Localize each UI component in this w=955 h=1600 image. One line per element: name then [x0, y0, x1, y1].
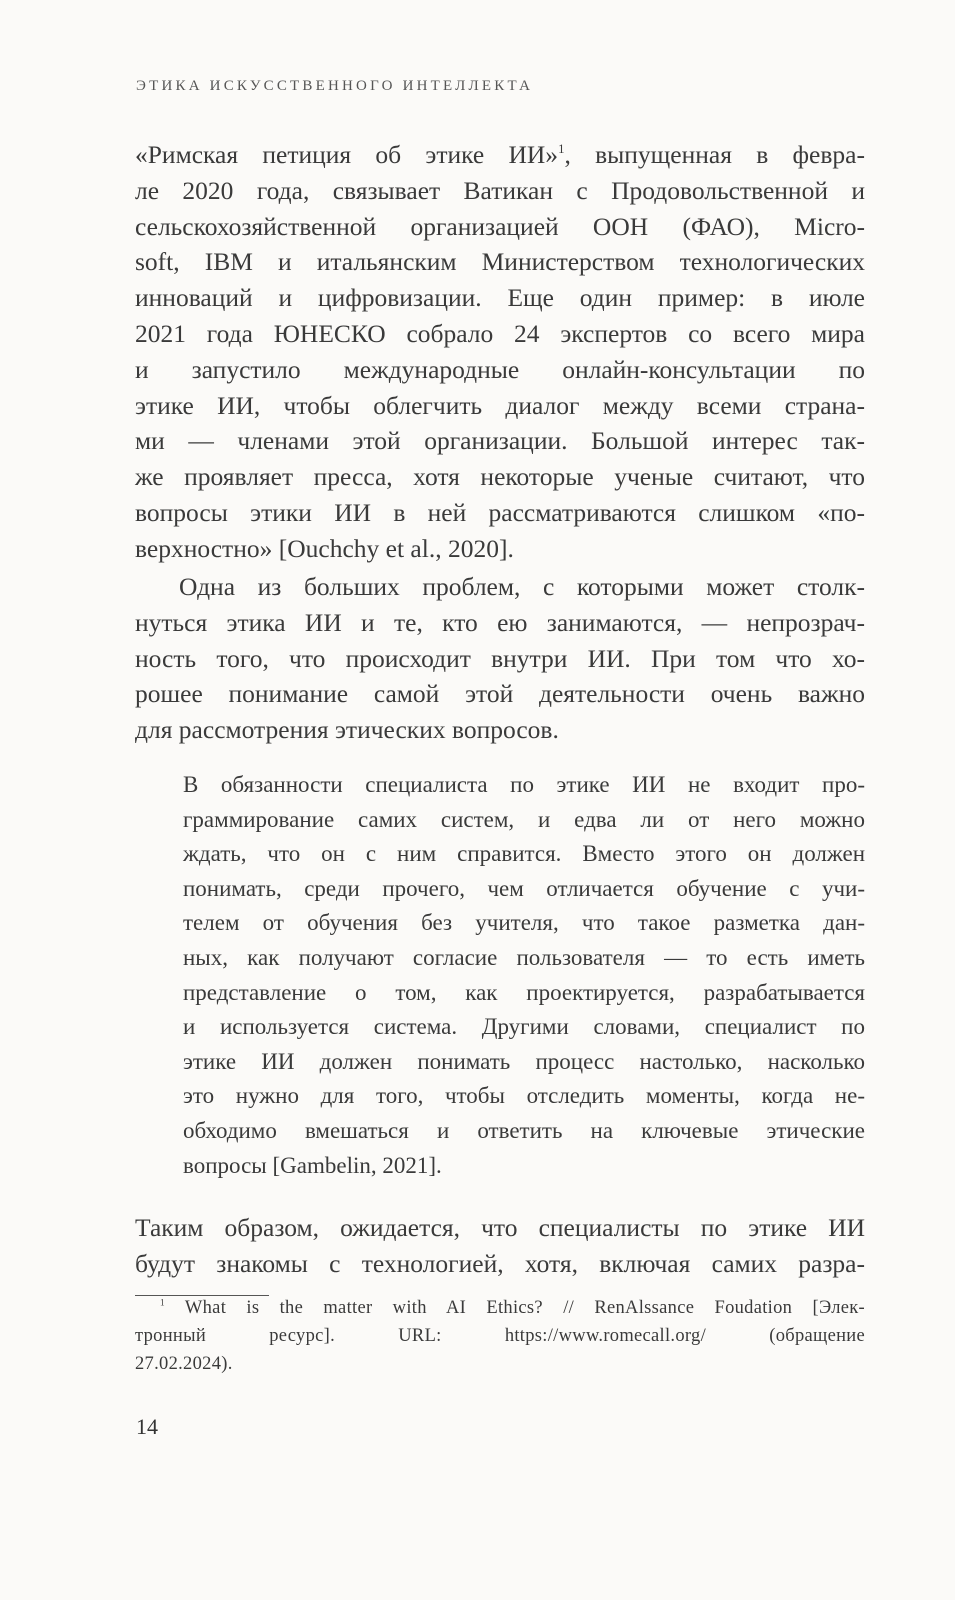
paragraph-2: [135, 569, 865, 748]
text-line: В обязанности специалиста по этике ИИ не входит про-: [183, 772, 865, 797]
footnote: [135, 1294, 866, 1378]
text-line: ность того, что происходит внутри ИИ. При том что хо-: [135, 643, 865, 673]
text-line: и используется система. Другими словами, специалист по: [183, 1014, 865, 1040]
text-line: $^1$ What is the matter with AI Ethics? // RenAlssance Foudation [Элек-: [160, 1298, 866, 1318]
text-line: Одна из больших проблем, с которыми может столк-: [179, 572, 865, 601]
page-number: 14: [136, 1414, 158, 1439]
text-line: soft, IBM и итальянским Министерством технологических: [135, 247, 865, 277]
paragraph-1: [135, 137, 865, 567]
text-line: сельскохозяйственной организацией ООН (ФАО), Micro-: [135, 211, 865, 241]
paragraph-3: [135, 1210, 865, 1282]
text-line: «Римская петиция об этике ИИ»$^1$, выпущенная в февра-: [135, 140, 865, 169]
block-quote: [183, 768, 865, 1183]
running-header: ЭТИКА ИСКУССТВЕННОГО ИНТЕЛЛЕКТА: [136, 78, 534, 94]
footnote-ref: 1: [558, 141, 565, 156]
text-line: ждать, что он с ним справится. Вместо этого он должен: [183, 841, 865, 867]
text-line: этике ИИ должен понимать процесс настолько, насколько: [183, 1048, 865, 1074]
text-line: вопросы этики ИИ в ней рассматриваются слишком «по-: [135, 497, 865, 527]
text-line: телем от обучения без учителя, что такое разметка дан-: [183, 910, 865, 936]
text-line: представление о том, как проектируется, разрабатывается: [183, 979, 865, 1005]
text-line: будут знакомы с технологией, хотя, включая самих разра-: [135, 1248, 865, 1278]
footnote-marker: 1: [160, 1298, 165, 1309]
text-line: тронный ресурс]. URL: https://www.romecall.org/ (обращение: [135, 1326, 865, 1346]
text-line: ми — членами этой организации. Большой интерес так-: [135, 426, 865, 456]
text-line: для рассмотрения этических вопросов.: [135, 715, 559, 745]
text-line: этике ИИ, чтобы облегчить диалог между всеми страна-: [135, 390, 865, 420]
text-line: рошее понимание самой этой деятельности очень важно: [135, 679, 865, 709]
text-line: ных, как получают согласие пользователя — то есть иметь: [183, 944, 865, 970]
text-line: и запустило международные онлайн-консультации по: [135, 354, 865, 384]
text-line: вопросы [Gambelin, 2021].: [183, 1152, 442, 1178]
text-line: 27.02.2024).: [135, 1354, 233, 1374]
text-line: инноваций и цифровизации. Еще один пример: в июле: [135, 283, 865, 313]
text-line: же проявляет пресса, хотя некоторые ученые считают, что: [135, 462, 865, 492]
text-line: граммирование самих систем, и едва ли от него можно: [183, 806, 865, 832]
text-line: Таким образом, ожидается, что специалисты по этике ИИ: [135, 1213, 865, 1242]
text-line: 2021 года ЮНЕСКО собрало 24 экспертов со всего мира: [135, 318, 865, 348]
text-line: это нужно для того, чтобы отследить моменты, когда не-: [183, 1083, 865, 1109]
text-line: понимать, среди прочего, чем отличается обучение с учи-: [183, 875, 865, 901]
text-line: ле 2020 года, связывает Ватикан с Продовольственной и: [135, 175, 865, 205]
text-line: верхностно» [Ouchchy et al., 2020].: [135, 533, 514, 563]
text-line: обходимо вмешаться и ответить на ключевые этические: [183, 1117, 865, 1143]
text-line: нуться этика ИИ и те, кто ею занимаются, — непрозрач-: [135, 607, 865, 637]
